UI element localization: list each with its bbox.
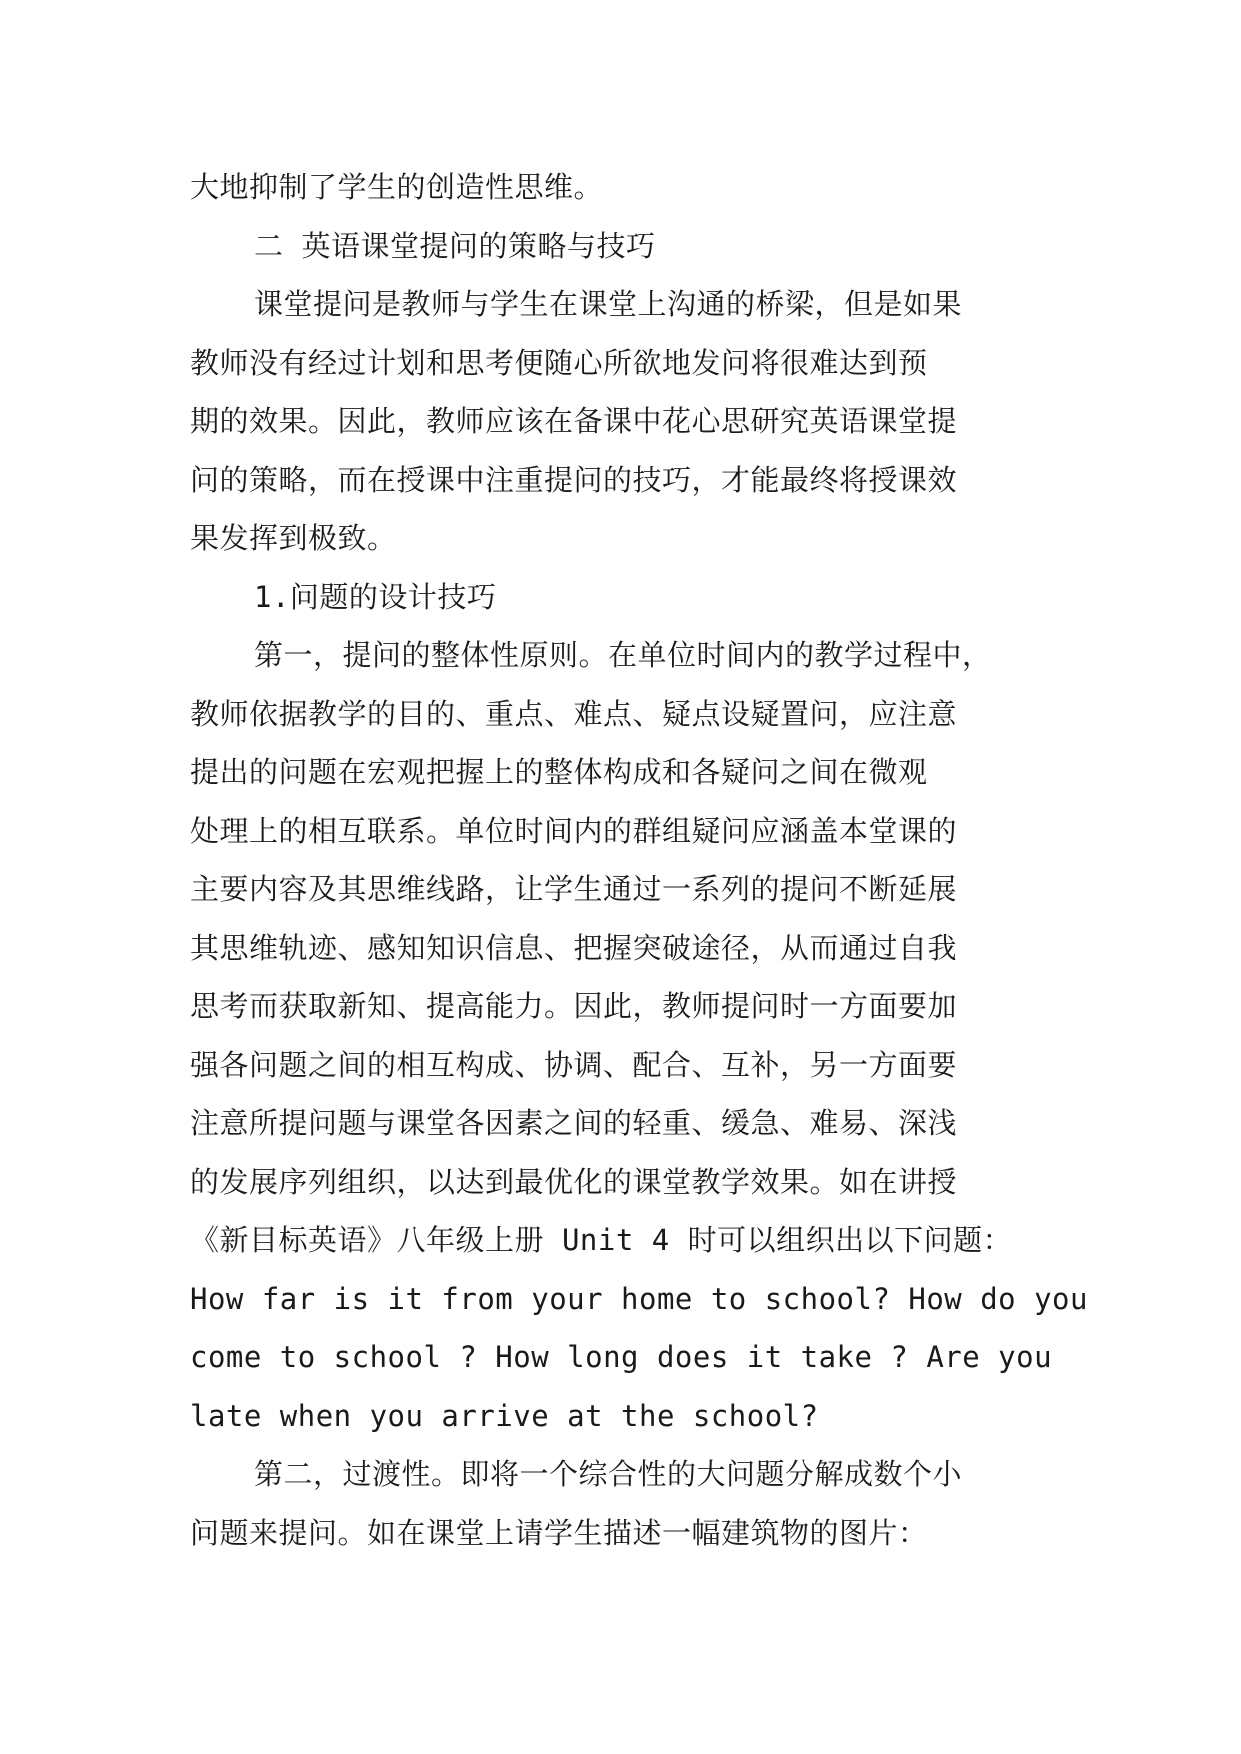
english-question-line: late when you arrive at the school? (190, 1398, 819, 1433)
text-line: 教师没有经过计划和思考便随心所欲地发问将很难达到预 (190, 345, 928, 380)
text-line: 期的效果。因此，教师应该在备课中花心思研究英语课堂提 (190, 404, 958, 438)
text-line: 第一，提问的整体性原则。在单位时间内的教学过程中， (254, 638, 992, 672)
text-line: 《新目标英语》八年级上册 Unit 4 时可以组织出以下问题： (190, 1223, 1013, 1257)
text-line: 提出的问题在宏观把握上的整体构成和各疑问之间在微观 (190, 755, 928, 789)
text-line: 问题来提问。如在课堂上请学生描述一幅建筑物的图片： (190, 1515, 928, 1550)
text-line: 课堂提问是教师与学生在课堂上沟通的桥梁，但是如果 (254, 287, 963, 321)
english-question-line: How far is it from your home to school? How do you (190, 1281, 1088, 1316)
text-line: 注意所提问题与课堂各因素之间的轻重、缓急、难易、深浅 (190, 1106, 958, 1140)
text-line: 第二，过渡性。即将一个综合性的大问题分解成数个小 (254, 1457, 963, 1491)
english-question-line: come to school ? How long does it take ? Are you (190, 1340, 1053, 1374)
section-heading: 二 英语课堂提问的策略与技巧 (254, 228, 656, 263)
text-line: 思考而获取新知、提高能力。因此，教师提问时一方面要加 (190, 989, 958, 1023)
subsection-heading: 1.问题的设计技巧 (254, 579, 497, 614)
text-line: 其思维轨迹、感知知识信息、把握突破途径，从而通过自我 (190, 930, 958, 965)
body-text (190, 158, 1088, 1562)
text-line: 果发挥到极致。 (190, 521, 397, 555)
text-line: 的发展序列组织，以达到最优化的课堂教学效果。如在讲授 (190, 1164, 958, 1199)
text-line: 问的策略，而在授课中注重提问的技巧，才能最终将授课效 (190, 462, 958, 497)
text-line: 大地抑制了学生的创造性思维。 (190, 170, 604, 204)
text-line: 教师依据教学的目的、重点、难点、疑点设疑置问，应注意 (190, 696, 958, 731)
text-line: 主要内容及其思维线路，让学生通过一系列的提问不断延展 (190, 872, 958, 906)
text-line: 处理上的相互联系。单位时间内的群组疑问应涵盖本堂课的 (190, 813, 958, 848)
text-line: 强各问题之间的相互构成、协调、配合、互补，另一方面要 (190, 1047, 958, 1082)
